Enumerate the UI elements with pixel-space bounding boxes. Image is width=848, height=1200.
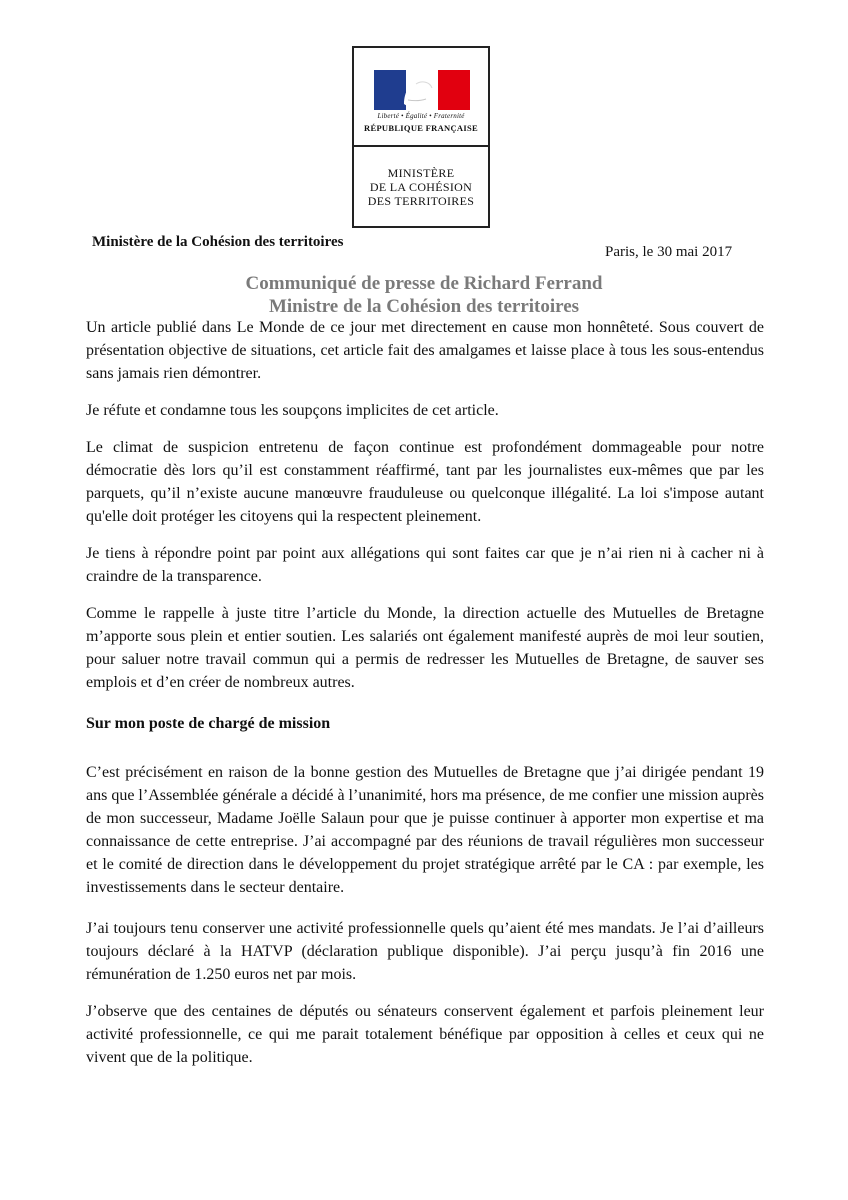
paragraph-6: C’est précisément en raison de la bonne gestion des Mutuelles de Bretagne que j’ai dirigée pendant 19 ans que l’Assemblée générale a décidé à l’unanimité, hors ma présence, de me confier une mission auprès de mon successeur, Madame Joëlle Salaun pour que je puisse continuer à apporter mon expertise et ma connaissance de cette entreprise. J’ai accompagné par des réunions de travail régulières mon successeur et le comité de direction dans le développement du projet stratégique arrêté par le CA : par exemple, les investissements dans le secteur dentaire. [86, 764, 764, 896]
ministere-line-2: DE LA COHÉSION [369, 180, 473, 194]
marianne-logo-icon [374, 70, 470, 110]
paragraph-2: Je réfute et condamne tous les soupçons implicites de cet article. [86, 402, 499, 419]
paragraph-1: Un article publié dans Le Monde de ce jour met directement en cause mon honnêteté. Sous couvert de présentation objective de situations, cet article fait des amalgames et laisse place à tous les sous-entendus sans jamais rien démontrer. [86, 319, 764, 382]
paragraph-5: Comme le rappelle à juste titre l’article du Monde, la direction actuelle des Mutuelles de Bretagne m’apporte sous plein et entier soutien. Les salariés ont également manifesté auprès de moi leur soutien, pour saluer notre travail commun qui a permis de redresser les Mutuelles de Bretagne, de sauver ses emplois et d’en créer de nombreux autres. [86, 605, 764, 691]
document-body [86, 316, 764, 1083]
republique-francaise-text: RÉPUBLIQUE FRANÇAISE [364, 123, 478, 133]
devise-text: Liberté • Égalité • Fraternité [377, 112, 465, 120]
paragraph-8: J’observe que des centaines de députés ou sénateurs conservent également et parfois pleinement leur activité professionnelle, ce qui me parait totalement bénéfique par opposition à celles et ceux qui ne vivent que de la politique. [86, 1003, 764, 1066]
date-line: Paris, le 30 mai 2017 [605, 244, 733, 260]
paragraph-3: Le climat de suspicion entretenu de façon continue est profondément dommageable pour notre démocratie dès lors qu’il est constamment réaffirmé, tant par les journalistes eux-mêmes que par les parquets, qu’il n’existe aucune manœuvre frauduleuse ou quelconque illégalité. La loi s'impose autant qu'elle doit protéger les citoyens qui la respectent pleinement. [86, 439, 764, 525]
paragraph-4: Je tiens à répondre point par point aux allégations qui sont faites car que je n’ai rien ni à cacher ni à craindre de la transparence. [86, 545, 764, 585]
ministere-line-1: MINISTÈRE [387, 166, 455, 180]
paragraph-7: J’ai toujours tenu conserver une activité professionnelle quels qu’aient été mes mandats. Je l’ai d’ailleurs toujours déclaré à la HATVP (déclaration publique disponible). J’ai perçu jusqu’à fin 2016 une rémunération de 1.250 euros net par mois. [86, 920, 764, 983]
title-line-1: Communiqué de presse de Richard Ferrand [245, 273, 603, 294]
section-heading: Sur mon poste de chargé de mission [86, 715, 331, 732]
republique-logo [354, 48, 488, 146]
logo-divider [354, 145, 488, 147]
ministry-name: Ministère de la Cohésion des territoires [92, 234, 344, 250]
ministere-logo-text [354, 166, 488, 208]
ministry-logo-block [352, 46, 490, 228]
press-release-title [0, 272, 848, 318]
ministere-line-3: DES TERRITOIRES [367, 194, 475, 208]
title-line-2: Ministre de la Cohésion des territoires [268, 296, 580, 317]
